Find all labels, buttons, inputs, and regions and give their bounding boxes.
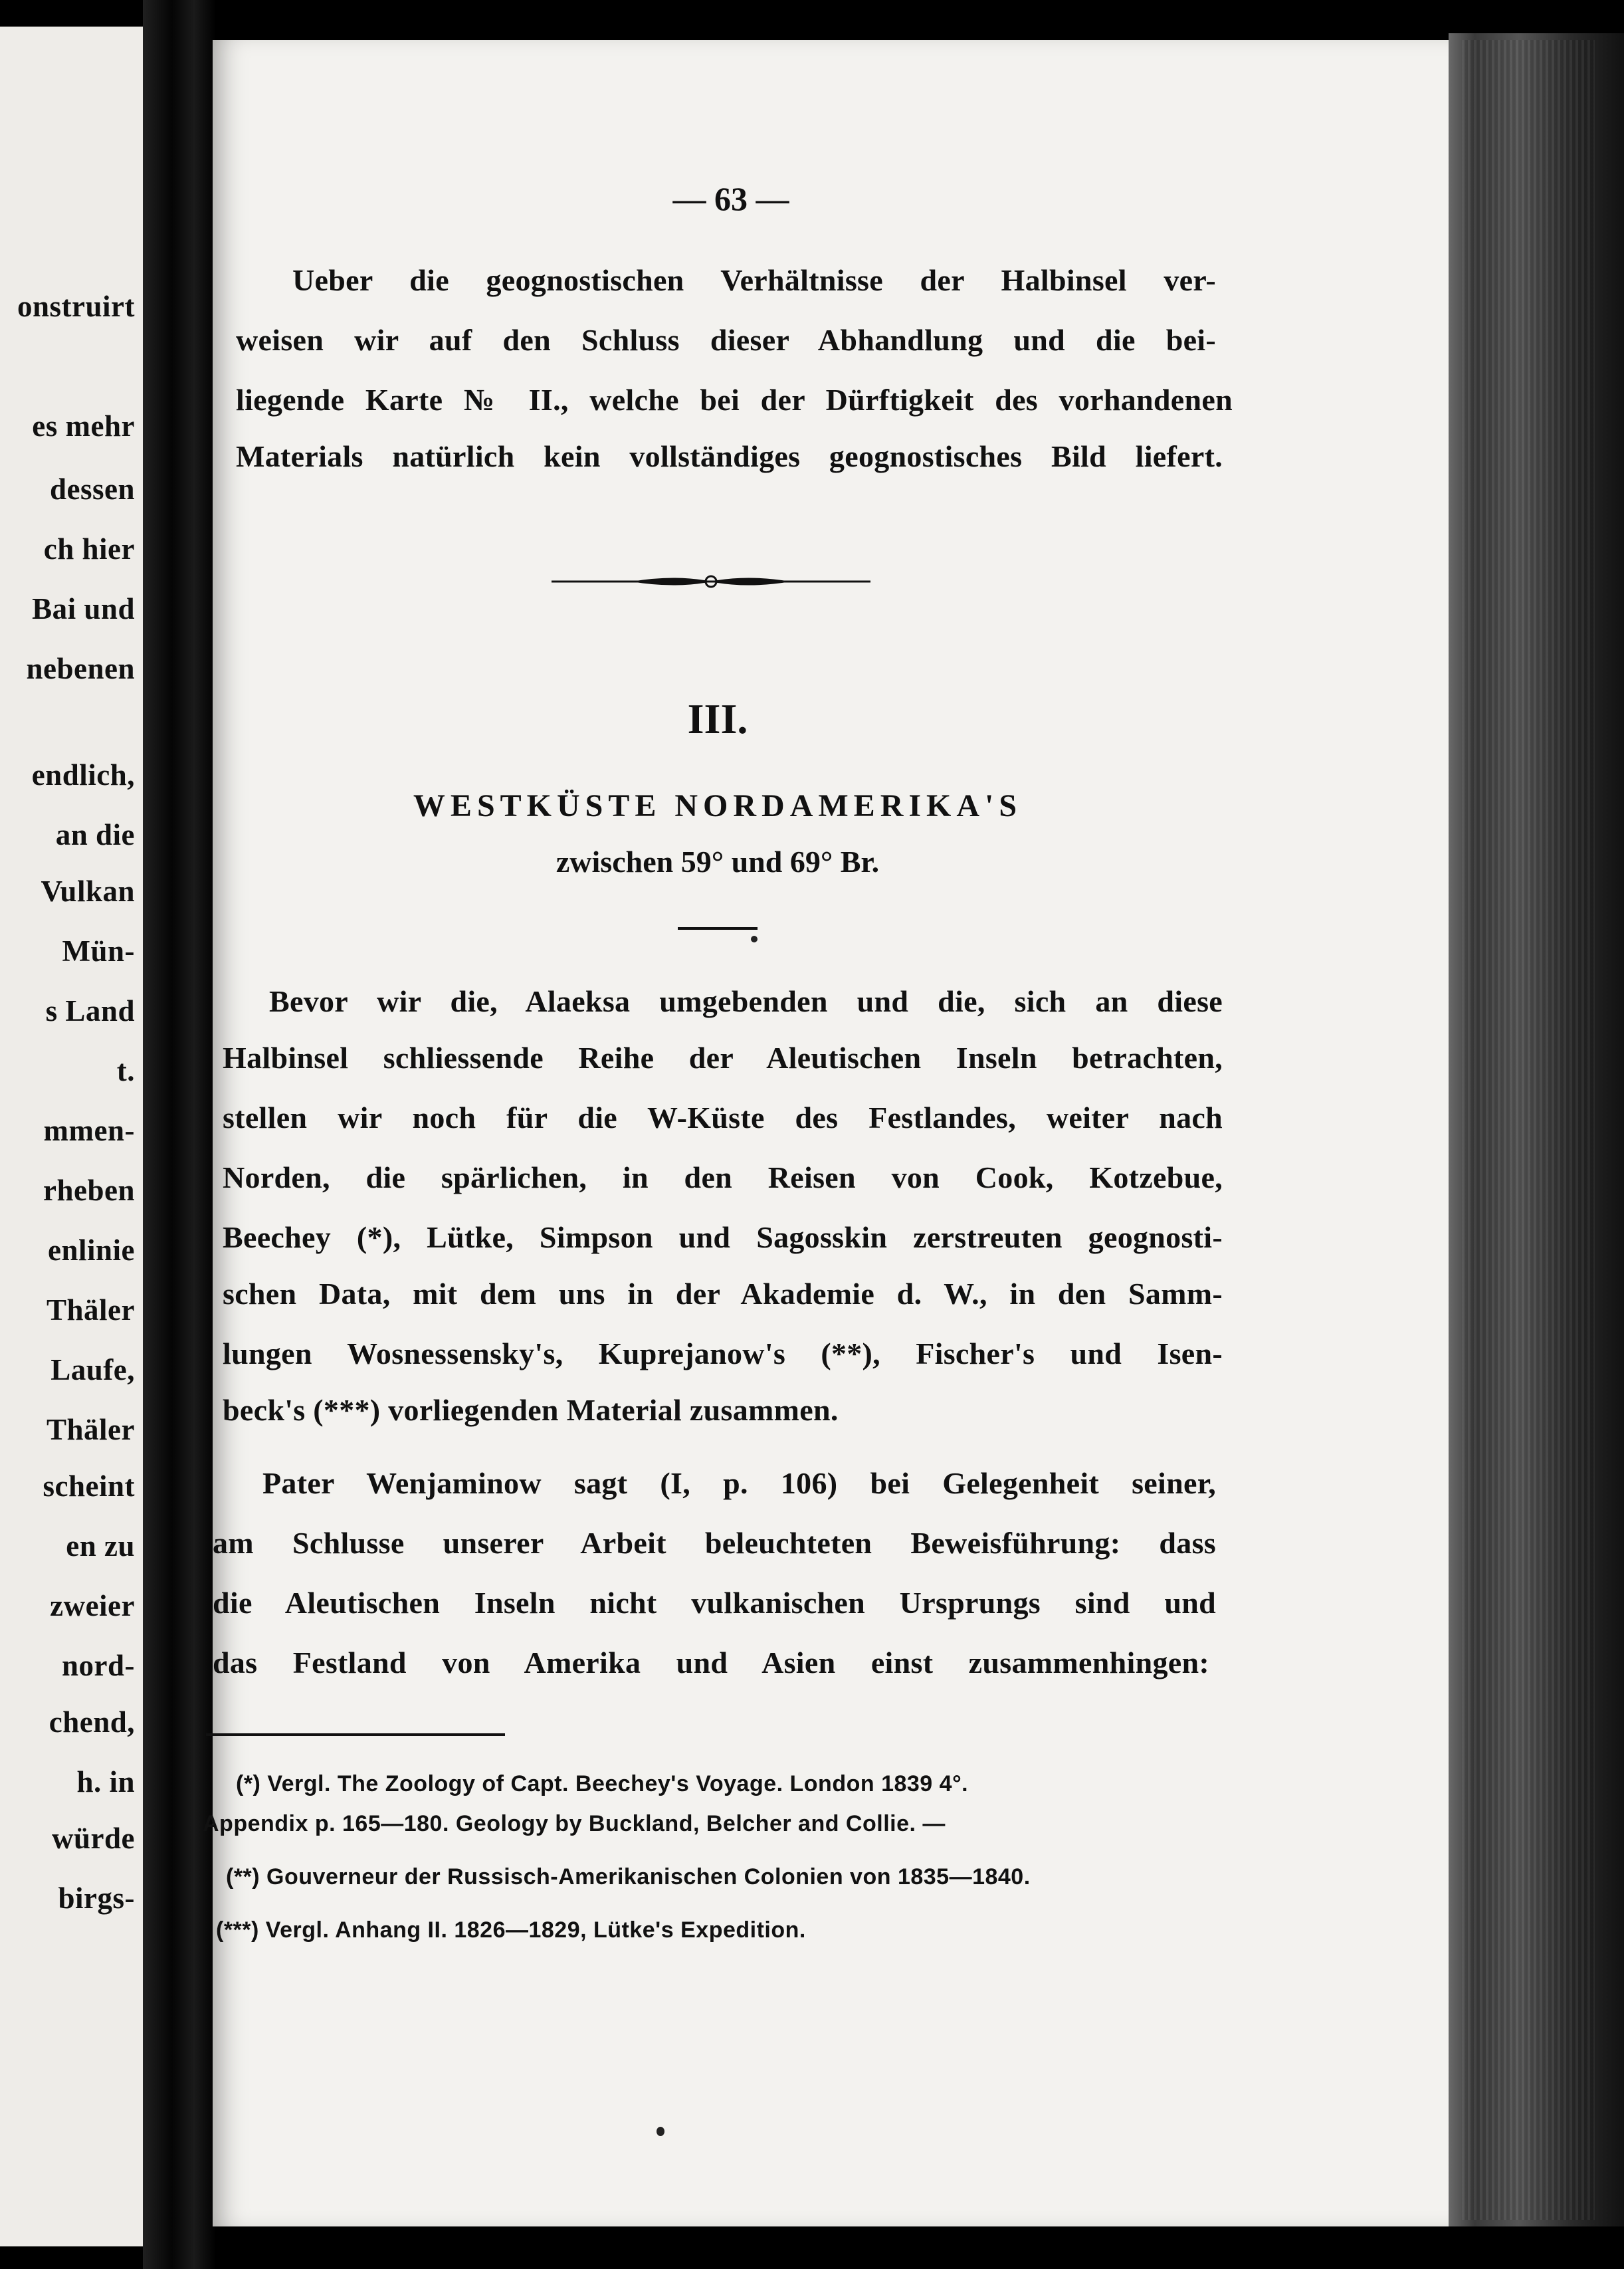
text-line: Pater Wenjaminow sagt (I, p. 106) bei Gelegenheit seiner, — [262, 1466, 1216, 1500]
left-page-line: zweier — [50, 1589, 135, 1622]
left-page-line: scheint — [43, 1469, 135, 1503]
text-line: beck's (***) vorliegenden Material zusammen. — [223, 1393, 839, 1427]
left-page-line: h. in — [76, 1765, 135, 1798]
left-page-line: würde — [52, 1822, 135, 1855]
text-line: Halbinsel schliessende Reihe der Aleutischen Inseln betrachten, — [223, 1041, 1223, 1075]
text-line: Beechey (*), Lütke, Simpson und Sagosskin zerstreuten geognosti- — [223, 1220, 1223, 1254]
left-page-line: nord- — [61, 1649, 135, 1682]
text-line: liegende Karte № II., welche bei der Dürftigkeit des vorhandenen — [236, 383, 1233, 417]
left-page-line: Laufe, — [51, 1353, 135, 1386]
print-speck — [751, 936, 758, 942]
left-page-line: t. — [116, 1054, 135, 1087]
left-page-line: onstruirt — [17, 290, 135, 323]
left-page-line: Thäler — [47, 1293, 135, 1327]
text-line: schen Data, mit dem uns in der Akademie d. W., in den Samm- — [223, 1277, 1223, 1311]
footnote-line: (**) Gouverneur der Russisch-Amerikanischen Colonien von 1835—1840. — [226, 1864, 1031, 1890]
page-stack-texture — [1462, 40, 1595, 2220]
left-page-line: rheben — [43, 1174, 135, 1207]
left-page-line: birgs- — [58, 1882, 135, 1915]
section-numeral: III. — [687, 695, 748, 742]
left-page-line: mmen- — [43, 1114, 135, 1147]
left-page-line: s Land — [45, 994, 135, 1027]
ornamental-divider — [552, 572, 870, 592]
left-facing-page — [0, 27, 143, 2246]
section-title: WESTKÜSTE NORDAMERIKA'S — [413, 788, 1023, 823]
left-page-line: dessen — [49, 473, 135, 506]
left-page-line: an die — [55, 818, 135, 851]
text-line: Norden, die spärlichen, in den Reisen von Cook, Kotzebue, — [223, 1160, 1223, 1194]
text-line: die Aleutischen Inseln nicht vulkanischen Ursprungs sind und — [213, 1586, 1216, 1620]
left-page-text-fragments — [0, 27, 143, 2246]
text-line: Ueber die geognostischen Verhältnisse der Halbinsel ver- — [292, 263, 1216, 297]
text-line: das Festland von Amerika und Asien einst zusammenhingen: — [213, 1646, 1209, 1679]
left-page-line: ch hier — [43, 532, 135, 566]
page-number: — 63 — — [672, 180, 789, 217]
footnote-line: Appendix p. 165—180. Geology by Buckland, Belcher and Collie. — — [203, 1811, 946, 1836]
text-line: Bevor wir die, Alaeksa umgebenden und die, sich an diese — [269, 984, 1223, 1018]
left-page-line: nebenen — [26, 652, 135, 685]
print-speck — [657, 2127, 664, 2136]
text-line: weisen wir auf den Schluss dieser Abhandlung und die bei- — [236, 323, 1216, 357]
short-rule — [678, 927, 758, 930]
footnote-separator — [206, 1733, 505, 1736]
text-line: Materials natürlich kein vollständiges geognostisches Bild liefert. — [236, 439, 1223, 473]
left-page-line: Thäler — [47, 1413, 135, 1446]
text-line: stellen wir noch für die W-Küste des Festlandes, weiter nach — [223, 1101, 1223, 1134]
left-page-line: Mün- — [62, 934, 135, 968]
left-page-line: en zu — [66, 1529, 135, 1563]
left-page-line: Bai und — [32, 592, 135, 625]
left-page-line: enlinie — [47, 1234, 135, 1267]
book-gutter — [143, 0, 216, 2269]
text-line: lungen Wosnessensky's, Kuprejanow's (**), Fischer's und Isen- — [223, 1337, 1223, 1370]
left-page-line: Vulkan — [41, 875, 135, 908]
section-subtitle: zwischen 59° und 69° Br. — [556, 845, 880, 879]
footnote-line: (*) Vergl. The Zoology of Capt. Beechey's Voyage. London 1839 4°. — [236, 1771, 969, 1796]
footnote-line: (***) Vergl. Anhang II. 1826—1829, Lütke's Expedition. — [216, 1917, 806, 1943]
left-page-line: endlich, — [31, 758, 135, 792]
text-line: am Schlusse unserer Arbeit beleuchteten Beweisführung: dass — [213, 1526, 1216, 1560]
left-page-line: chend, — [49, 1705, 135, 1739]
left-page-line: es mehr — [32, 409, 135, 443]
